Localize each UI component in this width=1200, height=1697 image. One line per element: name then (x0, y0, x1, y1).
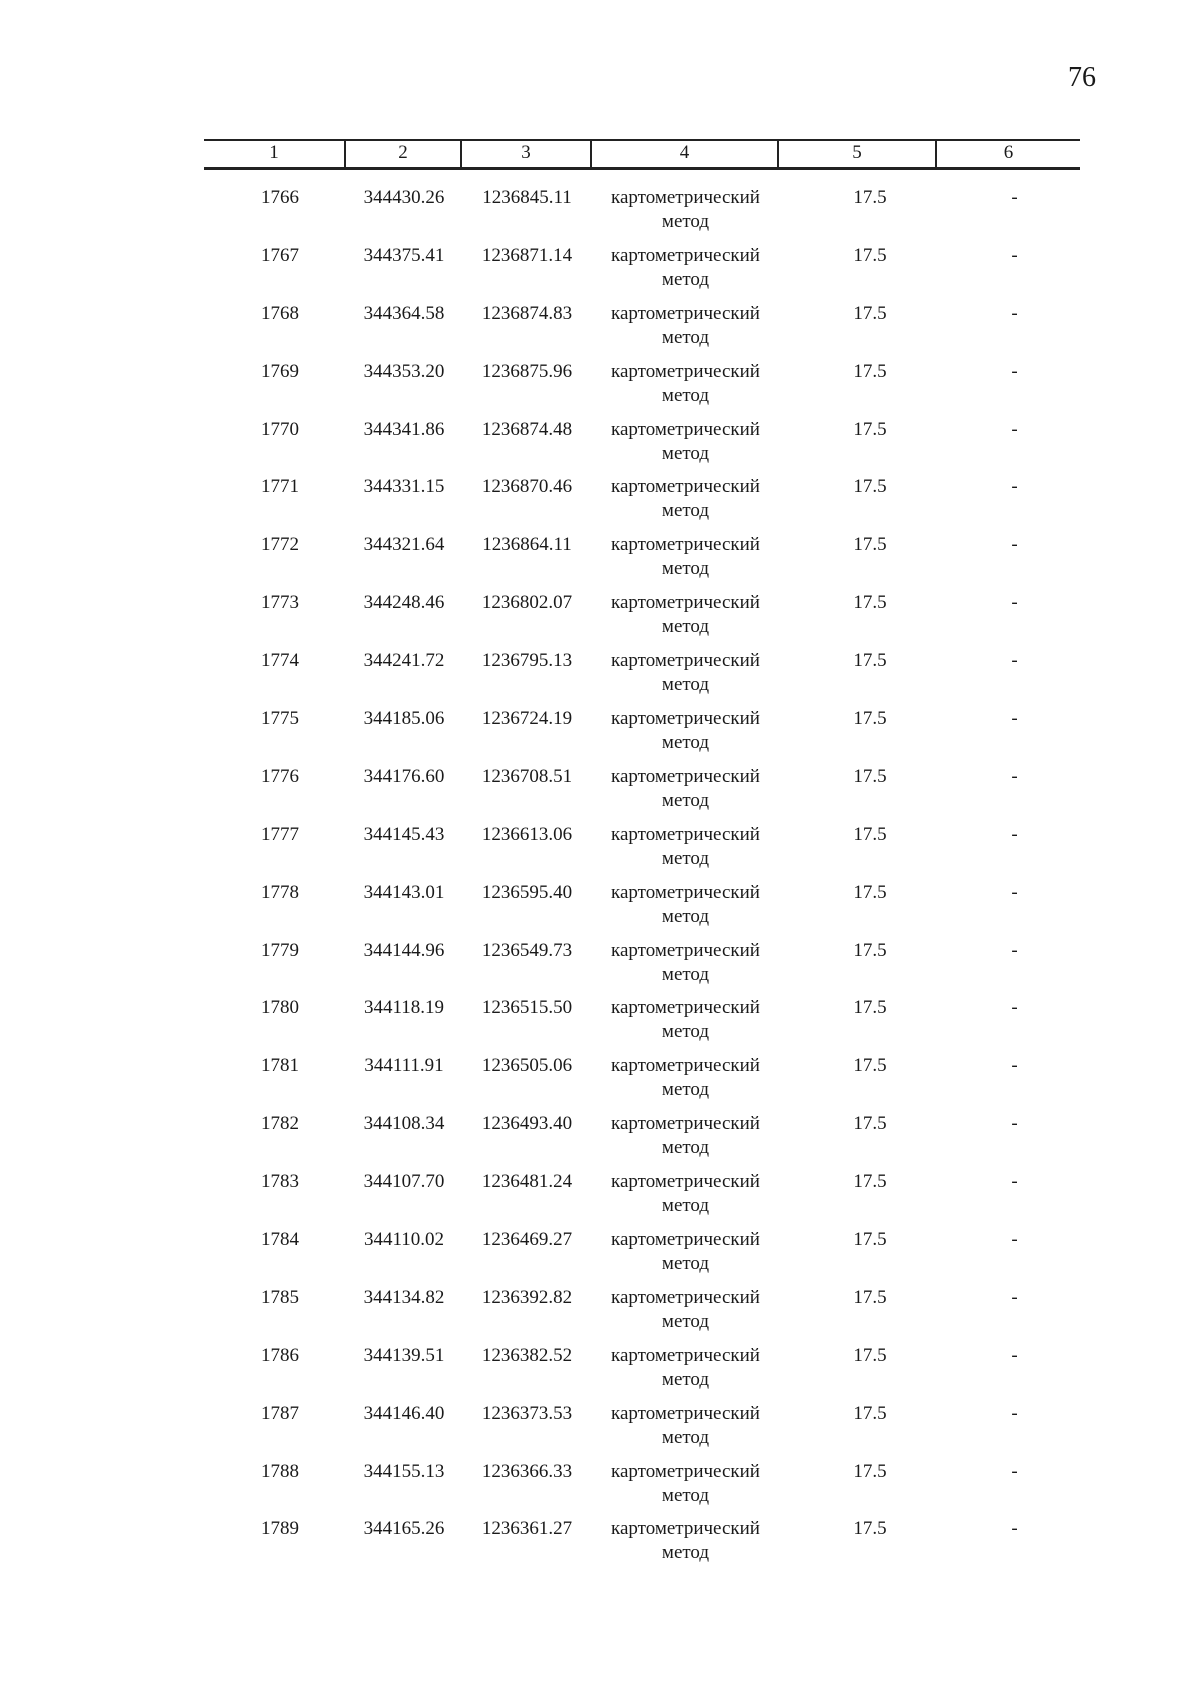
coordinate-x-cell: 344108.34 (363, 1113, 445, 1135)
coordinates-table (204, 139, 1080, 1575)
coordinate-y-cell: 1236373.53 (481, 1402, 573, 1424)
point-id-cell: 1777 (261, 823, 299, 845)
table-row (204, 881, 1080, 939)
method-line-2: метод (661, 732, 710, 754)
method-cell (592, 1460, 779, 1518)
coordinate-y-cell: 1236724.19 (481, 708, 573, 730)
coordinate-y-cell: 1236481.24 (481, 1171, 573, 1193)
note-cell: - (1011, 1344, 1018, 1366)
coordinate-y-cell: 1236515.50 (481, 997, 573, 1019)
point-id-cell: 1788 (261, 1460, 299, 1482)
point-id-cell: 1784 (261, 1229, 299, 1251)
coordinate-x-cell: 344146.40 (363, 1402, 445, 1424)
note-cell: - (1011, 360, 1018, 382)
method-cell (592, 244, 779, 302)
method-line-2: метод (661, 1195, 710, 1217)
coordinate-x-cell: 344107.70 (363, 1171, 445, 1193)
coordinate-x-cell: 344331.15 (363, 476, 445, 498)
method-cell (592, 1228, 779, 1286)
method-line-1: картометрический (611, 360, 760, 382)
point-id-cell: 1775 (261, 708, 299, 730)
coordinate-x-cell: 344118.19 (363, 997, 445, 1019)
note-cell: - (1011, 765, 1018, 787)
precision-cell: 17.5 (853, 765, 887, 787)
point-id-cell: 1789 (261, 1518, 299, 1540)
method-cell (592, 1286, 779, 1344)
header-col-1: 1 (204, 141, 346, 167)
method-line-2: метод (661, 963, 710, 985)
method-line-2: метод (661, 1368, 710, 1390)
note-cell: - (1011, 1402, 1018, 1424)
method-line-1: картометрический (611, 823, 760, 845)
precision-cell: 17.5 (853, 881, 887, 903)
precision-cell: 17.5 (853, 1460, 887, 1482)
note-cell: - (1011, 997, 1018, 1019)
coordinate-y-cell: 1236874.48 (481, 418, 573, 440)
table-row (204, 302, 1080, 360)
precision-cell: 17.5 (853, 1286, 887, 1308)
note-cell: - (1011, 881, 1018, 903)
point-id-cell: 1779 (261, 939, 299, 961)
method-line-1: картометрический (611, 765, 760, 787)
point-id-cell: 1772 (261, 534, 299, 556)
method-cell (592, 707, 779, 765)
table-row (204, 1170, 1080, 1228)
point-id-cell: 1766 (261, 187, 299, 208)
point-id-cell: 1774 (261, 650, 299, 672)
coordinate-y-cell: 1236845.11 (482, 187, 572, 208)
point-id-cell: 1773 (261, 592, 299, 614)
point-id-cell: 1770 (261, 418, 299, 440)
method-line-1: картометрический (611, 997, 760, 1019)
coordinate-x-cell: 344185.06 (363, 708, 445, 730)
table-row (204, 1517, 1080, 1575)
table-row (204, 1344, 1080, 1402)
method-cell (592, 996, 779, 1054)
coordinate-y-cell: 1236708.51 (481, 765, 573, 787)
method-line-2: метод (661, 558, 710, 580)
method-line-1: картометрический (611, 650, 760, 672)
coordinate-x-cell: 344248.46 (363, 592, 445, 614)
point-id-cell: 1769 (261, 360, 299, 382)
header-col-5: 5 (779, 141, 937, 167)
precision-cell: 17.5 (853, 708, 887, 730)
coordinate-x-cell: 344134.82 (363, 1286, 445, 1308)
point-id-cell: 1781 (261, 1055, 299, 1077)
method-line-1: картометрический (611, 1055, 760, 1077)
method-cell (592, 881, 779, 939)
method-line-1: картометрический (611, 1518, 760, 1540)
table-row (204, 1228, 1080, 1286)
method-line-1: картометрический (611, 1229, 760, 1251)
precision-cell: 17.5 (853, 360, 887, 382)
point-id-cell: 1771 (261, 476, 299, 498)
table-row (204, 360, 1080, 418)
coordinate-y-cell: 1236361.27 (481, 1518, 573, 1540)
table-row (204, 1286, 1080, 1344)
precision-cell: 17.5 (853, 244, 887, 266)
point-id-cell: 1767 (261, 244, 299, 266)
table-row (204, 591, 1080, 649)
point-id-cell: 1785 (261, 1286, 299, 1308)
precision-cell: 17.5 (853, 650, 887, 672)
precision-cell: 17.5 (853, 1402, 887, 1424)
coordinate-y-cell: 1236871.14 (481, 244, 573, 266)
point-id-cell: 1782 (261, 1113, 299, 1135)
coordinate-x-cell: 344111.91 (364, 1055, 444, 1077)
point-id-cell: 1778 (261, 881, 299, 903)
note-cell: - (1011, 1171, 1018, 1193)
note-cell: - (1011, 1113, 1018, 1135)
method-line-1: картометрический (611, 939, 760, 961)
method-line-2: метод (661, 384, 710, 406)
header-col-4: 4 (592, 141, 779, 167)
method-line-2: метод (661, 1542, 710, 1564)
method-line-2: метод (661, 1310, 710, 1332)
coordinate-y-cell: 1236469.27 (481, 1229, 573, 1251)
precision-cell: 17.5 (853, 534, 887, 556)
coordinate-x-cell: 344144.96 (363, 939, 445, 961)
header-col-2: 2 (346, 141, 462, 167)
table-row (204, 418, 1080, 476)
method-cell (592, 186, 779, 244)
coordinate-x-cell: 344430.26 (363, 187, 445, 208)
precision-cell: 17.5 (853, 592, 887, 614)
note-cell: - (1011, 476, 1018, 498)
method-cell (592, 1170, 779, 1228)
method-line-1: картометрический (611, 302, 760, 324)
header-col-3: 3 (462, 141, 592, 167)
table-row (204, 1402, 1080, 1460)
coordinate-x-cell: 344176.60 (363, 765, 445, 787)
method-line-2: метод (661, 789, 710, 811)
coordinate-x-cell: 344139.51 (363, 1344, 445, 1366)
coordinate-y-cell: 1236795.13 (481, 650, 573, 672)
method-cell (592, 649, 779, 707)
table-row (204, 244, 1080, 302)
point-id-cell: 1776 (261, 765, 299, 787)
coordinate-y-cell: 1236875.96 (481, 360, 573, 382)
method-line-2: метод (661, 1253, 710, 1275)
header-col-6: 6 (1003, 142, 1014, 163)
method-line-1: картометрический (611, 476, 760, 498)
table-row (204, 475, 1080, 533)
note-cell: - (1011, 1518, 1018, 1540)
note-cell: - (1011, 1229, 1018, 1251)
method-line-2: метод (661, 442, 710, 464)
precision-cell: 17.5 (853, 823, 887, 845)
table-row (204, 707, 1080, 765)
method-line-2: метод (661, 847, 710, 869)
method-line-2: метод (661, 905, 710, 927)
note-cell: - (1011, 1460, 1018, 1482)
point-id-cell: 1786 (261, 1344, 299, 1366)
method-cell (592, 533, 779, 591)
method-line-2: метод (661, 268, 710, 290)
note-cell: - (1011, 418, 1018, 440)
precision-cell: 17.5 (853, 997, 887, 1019)
precision-cell: 17.5 (853, 187, 887, 208)
precision-cell: 17.5 (853, 476, 887, 498)
coordinate-x-cell: 344341.86 (363, 418, 445, 440)
coordinate-x-cell: 344353.20 (363, 360, 445, 382)
method-line-2: метод (661, 1426, 710, 1448)
method-line-2: метод (661, 211, 710, 232)
method-cell (592, 1344, 779, 1402)
method-line-1: картометрический (611, 244, 760, 266)
coordinate-x-cell: 344165.26 (363, 1518, 445, 1540)
method-cell (592, 360, 779, 418)
coordinate-y-cell: 1236802.07 (481, 592, 573, 614)
method-line-1: картометрический (611, 418, 760, 440)
method-line-2: метод (661, 326, 710, 348)
coordinate-y-cell: 1236493.40 (481, 1113, 573, 1135)
coordinate-y-cell: 1236392.82 (481, 1286, 573, 1308)
precision-cell: 17.5 (853, 939, 887, 961)
coordinate-x-cell: 344145.43 (363, 823, 445, 845)
method-cell (592, 1112, 779, 1170)
table-row (204, 996, 1080, 1054)
coordinate-x-cell: 344321.64 (363, 534, 445, 556)
method-line-1: картометрический (611, 1460, 760, 1482)
note-cell: - (1011, 1055, 1018, 1077)
method-cell (592, 475, 779, 533)
method-line-2: метод (661, 674, 710, 696)
method-cell (592, 302, 779, 360)
table-row (204, 1460, 1080, 1518)
note-cell: - (1011, 244, 1018, 266)
coordinate-x-cell: 344155.13 (363, 1460, 445, 1482)
coordinate-y-cell: 1236864.11 (482, 534, 572, 556)
page-number: 76 (1068, 62, 1096, 93)
note-cell: - (1011, 592, 1018, 614)
method-cell (592, 591, 779, 649)
note-cell: - (1011, 708, 1018, 730)
method-line-1: картометрический (611, 534, 760, 556)
point-id-cell: 1783 (261, 1171, 299, 1193)
method-line-2: метод (661, 500, 710, 522)
table-row (204, 823, 1080, 881)
table-row (204, 765, 1080, 823)
coordinate-x-cell: 344110.02 (363, 1229, 445, 1251)
point-id-cell: 1787 (261, 1402, 299, 1424)
table-row (204, 186, 1080, 244)
method-cell (592, 1054, 779, 1112)
point-id-cell: 1768 (261, 302, 299, 324)
table-row (204, 1054, 1080, 1112)
method-line-2: метод (661, 1137, 710, 1159)
method-line-1: картометрический (611, 592, 760, 614)
precision-cell: 17.5 (853, 418, 887, 440)
coordinate-x-cell: 344241.72 (363, 650, 445, 672)
note-cell: - (1011, 1286, 1018, 1308)
method-cell (592, 765, 779, 823)
method-line-1: картометрический (611, 881, 760, 903)
method-line-2: метод (661, 1484, 710, 1506)
table-row (204, 1112, 1080, 1170)
precision-cell: 17.5 (853, 1171, 887, 1193)
point-id-cell: 1780 (261, 997, 299, 1019)
method-cell (592, 1402, 779, 1460)
precision-cell: 17.5 (853, 1113, 887, 1135)
method-cell (592, 823, 779, 881)
method-line-1: картометрический (611, 1286, 760, 1308)
coordinate-y-cell: 1236549.73 (481, 939, 573, 961)
coordinate-x-cell: 344375.41 (363, 244, 445, 266)
method-line-1: картометрический (611, 1171, 760, 1193)
table-body (204, 186, 1080, 1575)
coordinate-y-cell: 1236505.06 (481, 1055, 573, 1077)
method-line-2: метод (661, 1079, 710, 1101)
table-header (204, 139, 1080, 170)
note-cell: - (1011, 823, 1018, 845)
table-row (204, 649, 1080, 707)
method-line-1: картометрический (611, 708, 760, 730)
note-cell: - (1011, 650, 1018, 672)
note-cell: - (1011, 534, 1018, 556)
method-line-1: картометрический (611, 1344, 760, 1366)
precision-cell: 17.5 (853, 1055, 887, 1077)
precision-cell: 17.5 (853, 302, 887, 324)
table-row (204, 533, 1080, 591)
note-cell: - (1011, 939, 1018, 961)
coordinate-y-cell: 1236613.06 (481, 823, 573, 845)
coordinate-y-cell: 1236382.52 (481, 1344, 573, 1366)
method-line-1: картометрический (611, 187, 760, 208)
method-cell (592, 418, 779, 476)
method-cell (592, 1517, 779, 1575)
method-cell (592, 939, 779, 997)
method-line-1: картометрический (611, 1113, 760, 1135)
precision-cell: 17.5 (853, 1518, 887, 1540)
coordinate-y-cell: 1236366.33 (481, 1460, 573, 1482)
note-cell: - (1011, 187, 1018, 208)
coordinate-y-cell: 1236874.83 (481, 302, 573, 324)
coordinate-y-cell: 1236595.40 (481, 881, 573, 903)
note-cell: - (1011, 302, 1018, 324)
method-line-1: картометрический (611, 1402, 760, 1424)
coordinate-y-cell: 1236870.46 (481, 476, 573, 498)
precision-cell: 17.5 (853, 1229, 887, 1251)
method-line-2: метод (661, 1021, 710, 1043)
table-row (204, 939, 1080, 997)
precision-cell: 17.5 (853, 1344, 887, 1366)
coordinate-x-cell: 344364.58 (363, 302, 445, 324)
coordinate-x-cell: 344143.01 (363, 881, 445, 903)
method-line-2: метод (661, 616, 710, 638)
